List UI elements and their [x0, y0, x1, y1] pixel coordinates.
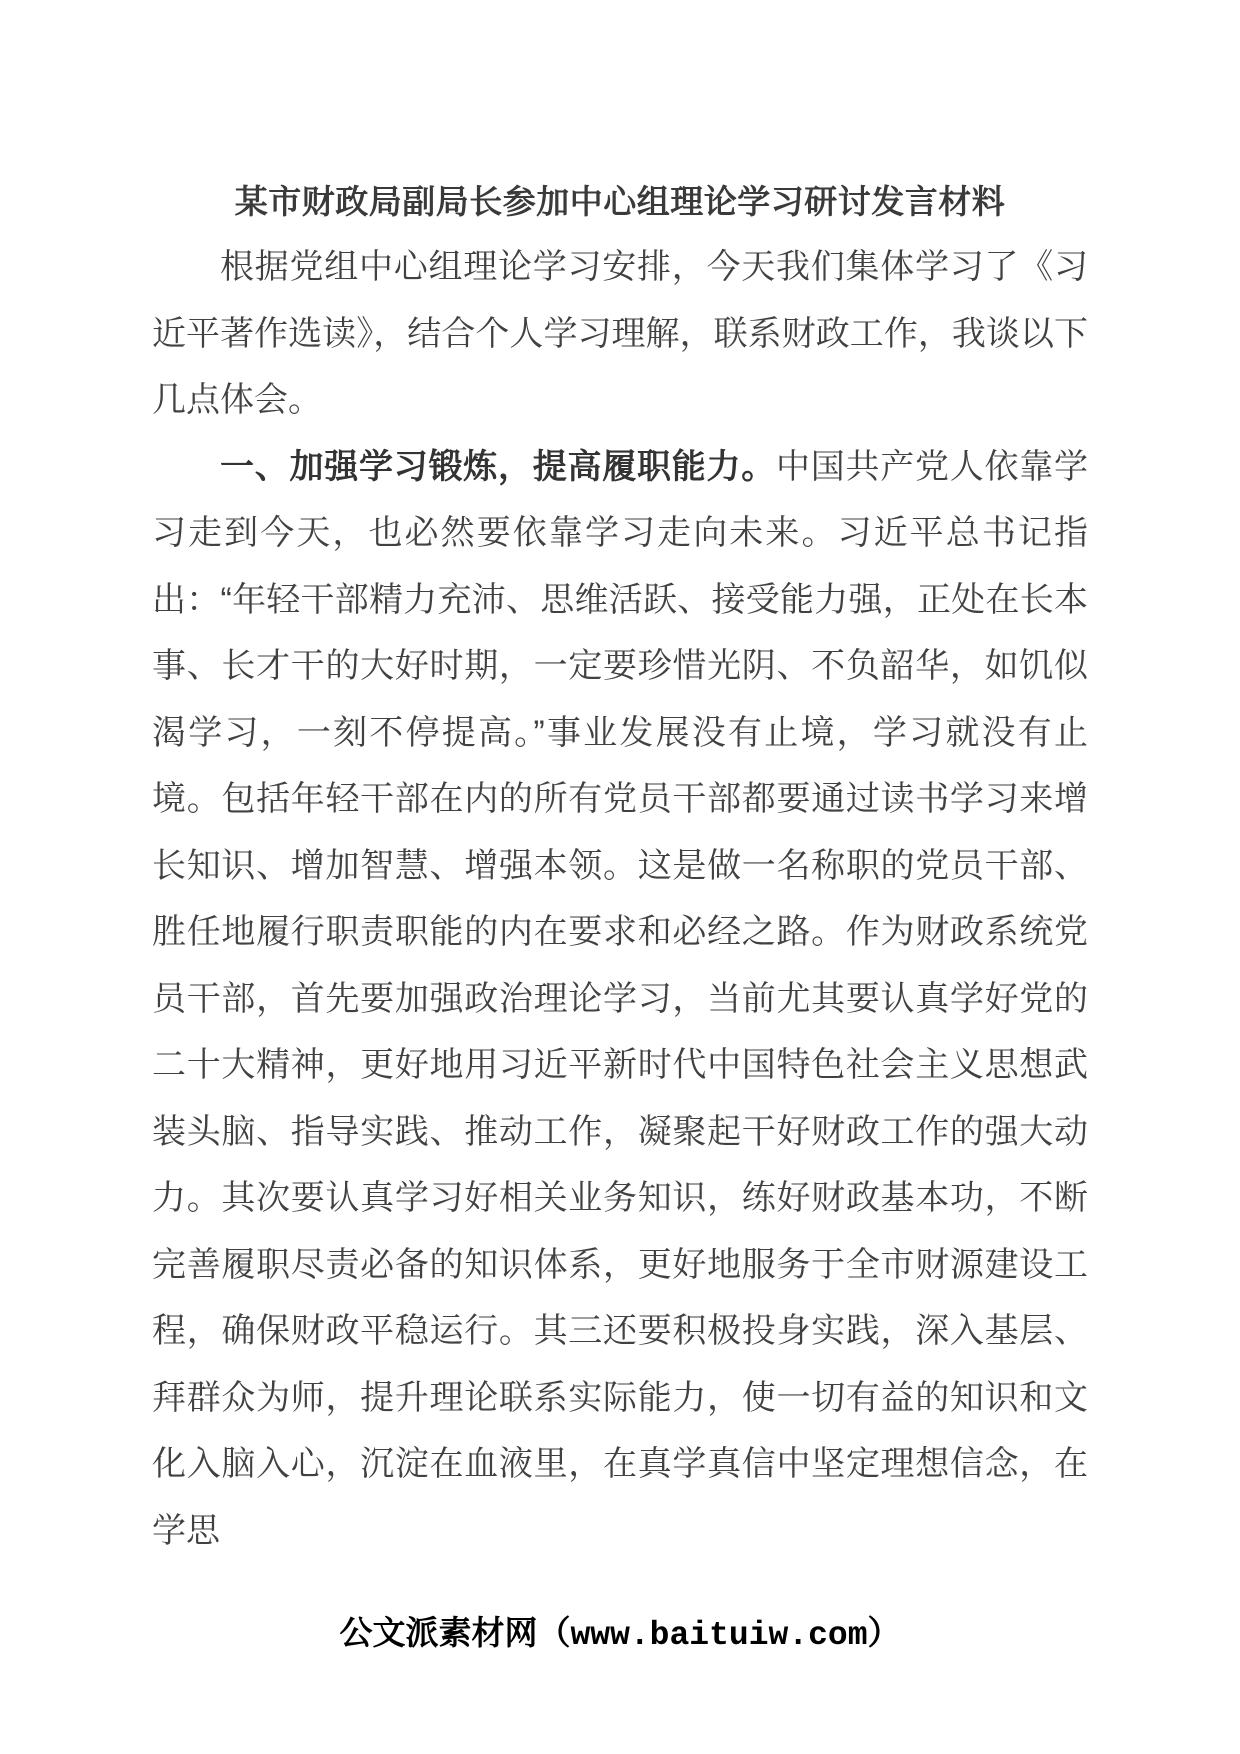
- document-content: [152, 170, 1088, 1564]
- paragraph-intro: [152, 234, 1088, 434]
- paragraph-intro-text: 根据党组中心组理论学习安排，今天我们集体学习了《习近平著作选读》，结合个人学习理解，联系财政工作，我谈以下几点体会。: [152, 248, 1088, 419]
- footer-site-url: www.baituiw.com: [570, 1617, 868, 1654]
- paragraph-section-1-text: 中国共产党人依靠学习走到今天，也必然要依靠学习走向未来。习近平总书记指出：“年轻干部精力充沛、思维活跃、接受能力强，正处在长本事、长才干的大好时期，一定要珍惜光阴、不负韶华，如饥似渴学习，一刻不停提高。”事业发展没有止境，学习就没有止境。包括年轻干部在内的所有党员干部都要通过读书学习来增长知识、增加智慧、增强本领。这是做一名称职的党员干部、胜任地履行职责职能的内在要求和必经之路。作为财政系统党员干部，首先要加强政治理论学习，当前尤其要认真学好党的二十大精神，更好地用习近平新时代中国特色社会主义思想武装头脑、指导实践、推动工作，凝聚起干好财政工作的强大动力。其次要认真学习好相关业务知识，练好财政基本功，不断完善履职尽责必备的知识体系，更好地服务于全市财源建设工程，确保财政平稳运行。其三还要积极投身实践，深入基层、拜群众为师，提升理论联系实际能力，使一切有益的知识和文化入脑入心，沉淀在血液里，在真学真信中坚定理想信念，在学思: [152, 447, 1088, 1550]
- footer-close-paren: ）: [867, 1613, 901, 1652]
- paragraph-section-1-heading: 一、加强学习锻炼，提高履职能力。: [220, 447, 776, 486]
- footer-site-name: 公文派素材网（: [339, 1613, 571, 1652]
- document-title: 某市财政局副局长参加中心组理论学习研讨发言材料: [234, 183, 1006, 220]
- footer-watermark: [0, 1608, 1240, 1661]
- paragraph-section-1: [152, 434, 1088, 1565]
